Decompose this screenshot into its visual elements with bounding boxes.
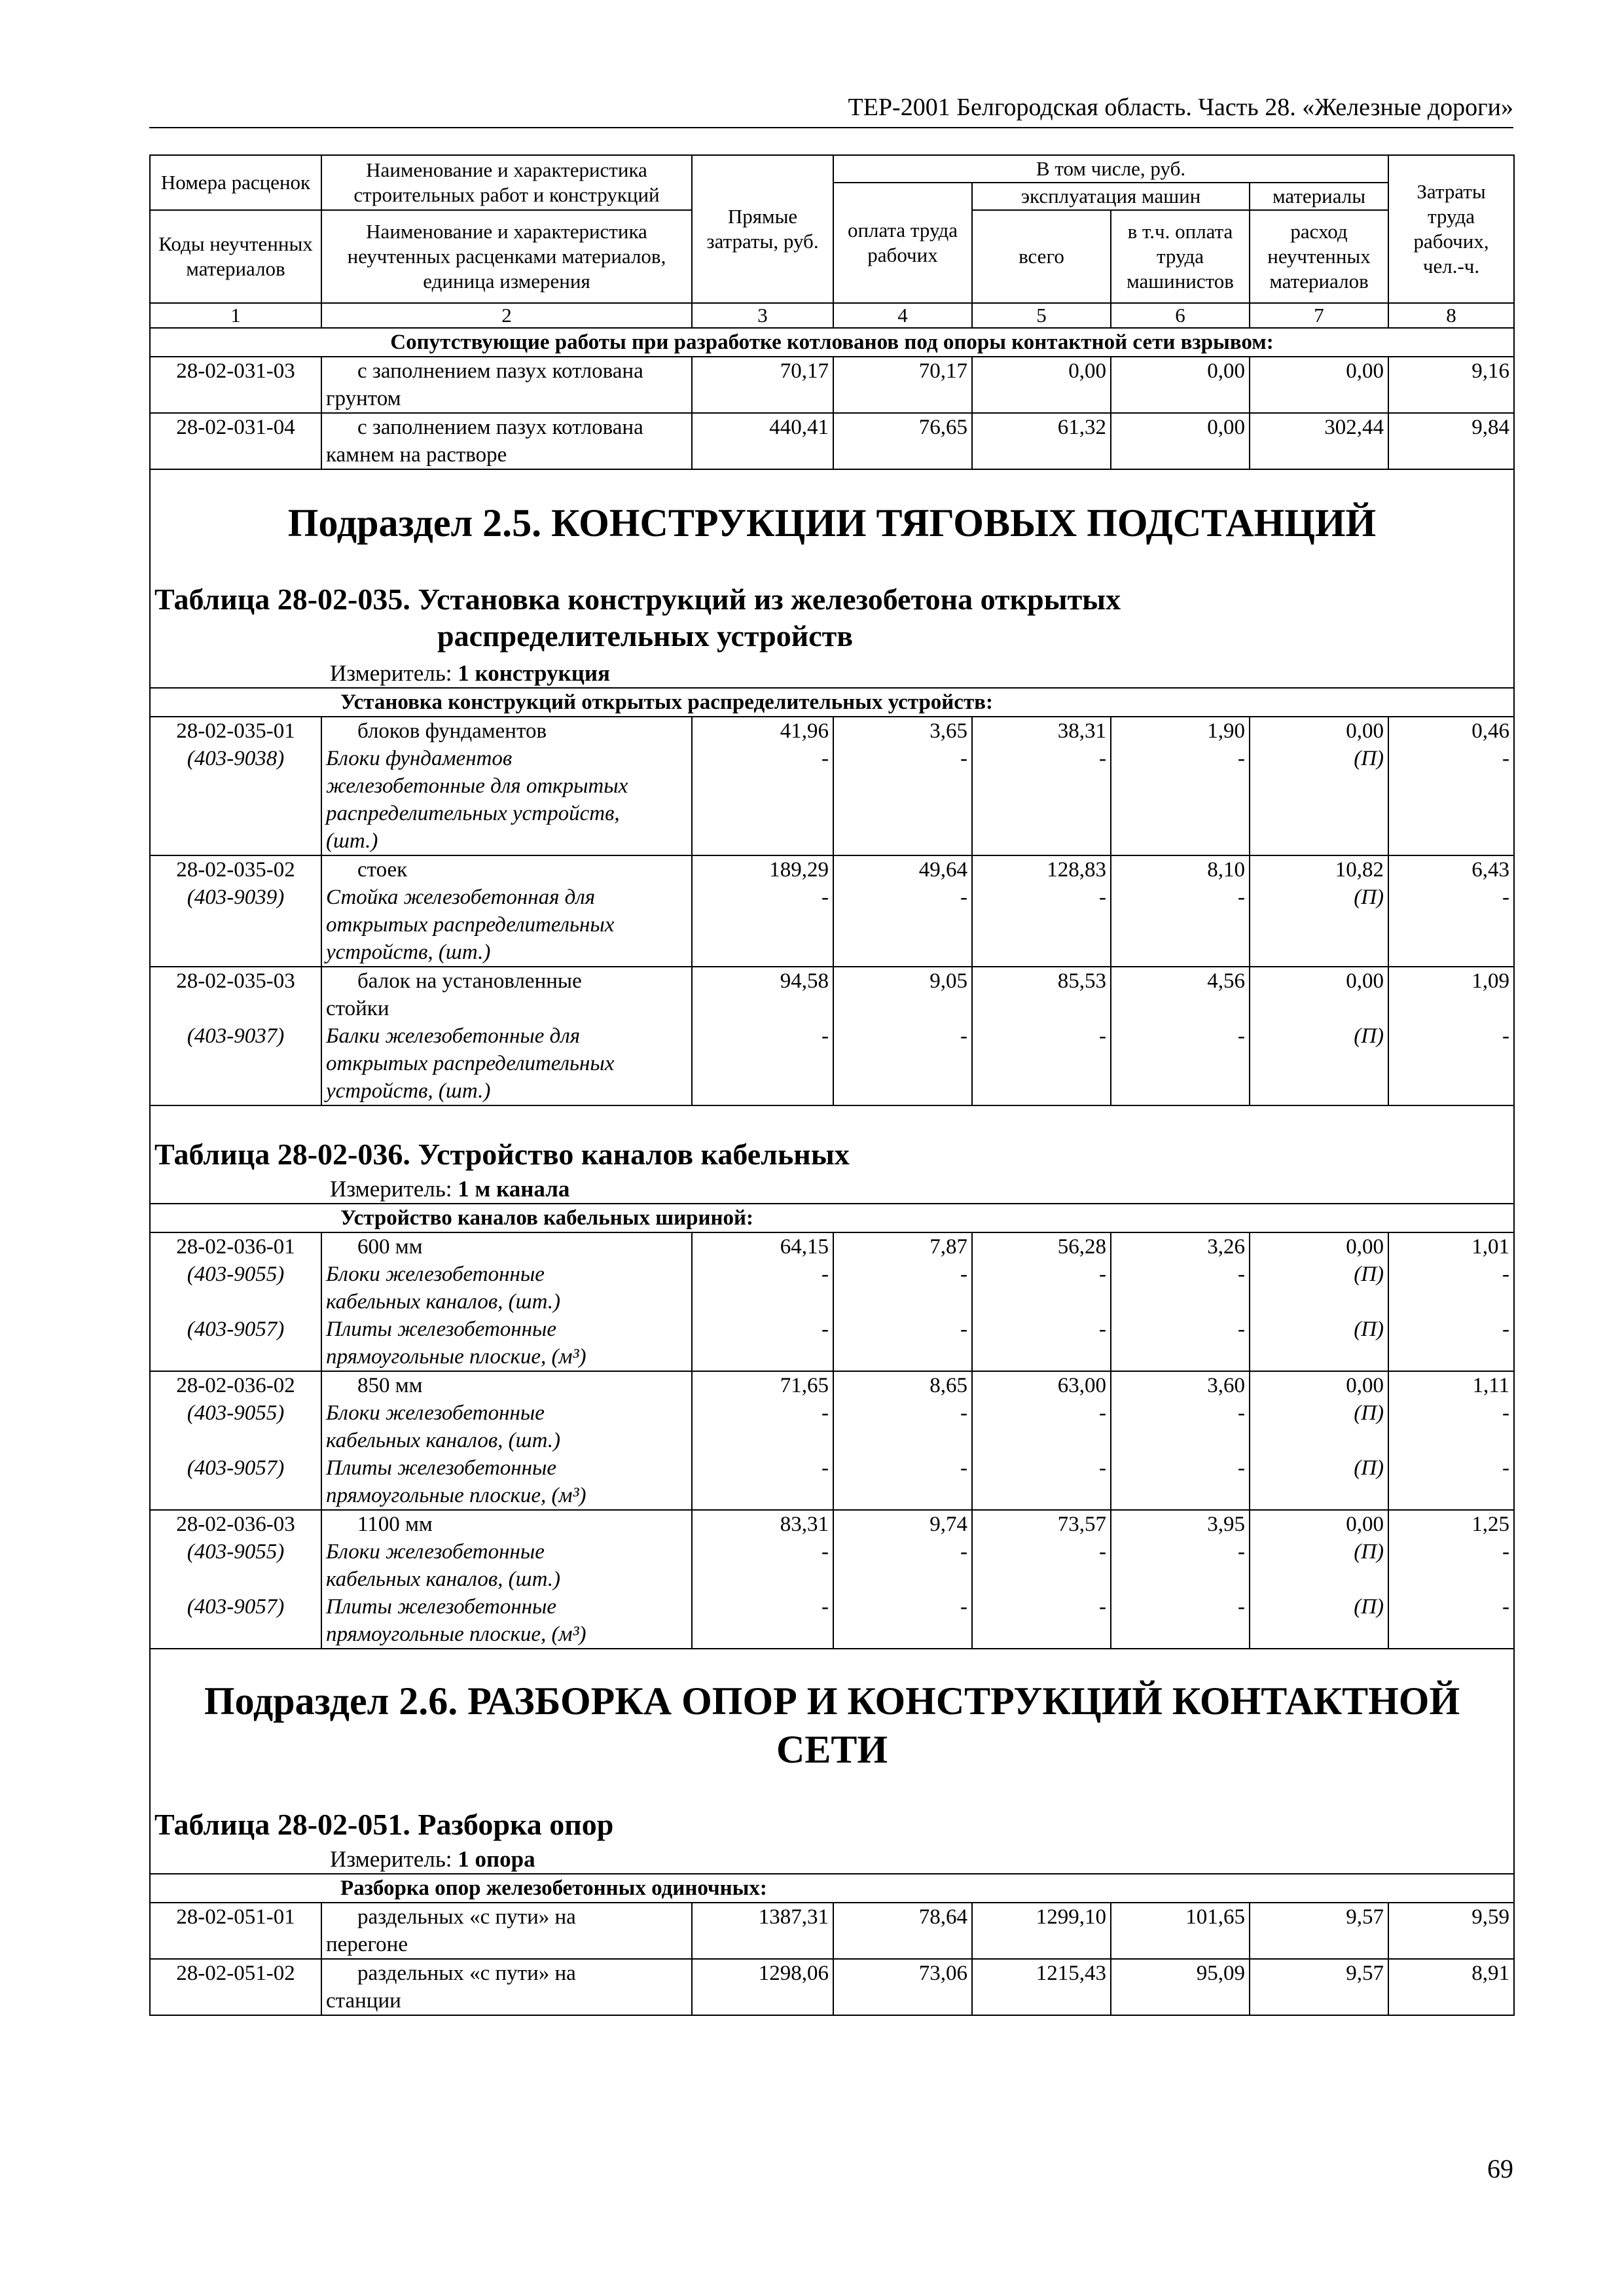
value-cell: 440,41: [692, 413, 833, 469]
measure-unit: Измеритель: 1 конструкция: [330, 660, 610, 686]
table-row: [150, 855, 1514, 967]
section-title: Подраздел 2.6. РАЗБОРКА ОПОР И КОНСТРУКЦИЙ КОНТАКТНОЙ: [204, 1679, 1460, 1723]
value-cell: 9,57: [1250, 1959, 1388, 2015]
hdr-machines: эксплуатация машин: [972, 183, 1250, 210]
value-cell: 95,09: [1111, 1959, 1250, 2015]
value-cell: 8,91: [1388, 1959, 1514, 2015]
value-cell: 70,17: [833, 357, 972, 413]
hdr-materials: материалы: [1250, 183, 1388, 210]
value-cell: 71,65 - -: [692, 1371, 833, 1510]
value-cell: 3,65 -: [833, 717, 972, 855]
page-number: 69: [1487, 2154, 1513, 2183]
measure-unit: Измеритель: 1 м канала: [330, 1176, 570, 1202]
value-cell: 0,00 (П): [1250, 717, 1388, 855]
work-name: раздельных «с пути» на станции: [321, 1959, 692, 2015]
value-cell: 8,65 - -: [833, 1371, 972, 1510]
value-cell: 0,00 (П): [1250, 967, 1388, 1105]
value-cell: 0,00: [1250, 357, 1388, 413]
table-row: [150, 1510, 1514, 1649]
hdr-material-names: Наименование и характеристика неучтенных расценками материалов, единица измерения: [321, 210, 692, 303]
value-cell: 83,31 - -: [692, 1510, 833, 1649]
header-rule: [149, 127, 1513, 128]
col-num: 6: [1111, 303, 1250, 328]
col-num: 8: [1388, 303, 1514, 328]
measure-unit: Измеритель: 1 опора: [330, 1846, 535, 1872]
value-cell: 76,65: [833, 413, 972, 469]
hdr-materials-consumption: расход неучтенных материалов: [1250, 210, 1388, 303]
table-row: [150, 1959, 1514, 2015]
table-row: [150, 413, 1514, 469]
table-title-cont: распределительных устройств: [437, 619, 854, 653]
section-title-cont: СЕТИ: [776, 1728, 888, 1771]
rate-code-cell: 28-02-036-03 (403-9055) (403-9057): [150, 1510, 321, 1649]
work-name: блоков фундаментов Блоки фундаментов железобетонные для открытых распределительных устройств, (шт.): [321, 717, 692, 855]
value-cell: 3,26 - -: [1111, 1232, 1250, 1371]
value-cell: 9,16: [1388, 357, 1514, 413]
value-cell: 10,82 (П): [1250, 855, 1388, 967]
value-cell: 9,84: [1388, 413, 1514, 469]
value-cell: 1,01 - -: [1388, 1232, 1514, 1371]
value-cell: 0,46 -: [1388, 717, 1514, 855]
group-heading: Устройство каналов кабельных шириной:: [150, 1204, 1514, 1232]
value-cell: 70,17: [692, 357, 833, 413]
work-name: 1100 мм Блоки железобетонные кабельных каналов, (шт.) Плиты железобетонные прямоугольные плоские, (м³): [321, 1510, 692, 1649]
value-cell: 128,83 -: [972, 855, 1111, 967]
value-cell: 41,96 -: [692, 717, 833, 855]
value-cell: 9,59: [1388, 1903, 1514, 1959]
col-num: 5: [972, 303, 1111, 328]
table-title: Таблица 28-02-036. Устройство каналов кабельных: [154, 1138, 850, 1171]
group-heading: Установка конструкций открытых распределительных устройств:: [150, 688, 1514, 717]
rate-code-cell: 28-02-036-02 (403-9055) (403-9057): [150, 1371, 321, 1510]
work-name: с заполнением пазух котлована камнем на растворе: [321, 413, 692, 469]
work-name: 600 мм Блоки железобетонные кабельных каналов, (шт.) Плиты железобетонные прямоугольные плоские, (м³): [321, 1232, 692, 1371]
hdr-machines-total: всего: [972, 210, 1111, 303]
hdr-material-codes: Коды неучтенных материалов: [150, 210, 321, 303]
rate-code-cell: 28-02-035-01 (403-9038): [150, 717, 321, 855]
page-header: ТЕР-2001 Белгородская область. Часть 28. «Железные дороги»: [848, 94, 1513, 121]
value-cell: 8,10 -: [1111, 855, 1250, 967]
work-name: с заполнением пазух котлована грунтом: [321, 357, 692, 413]
table-row: [150, 1903, 1514, 1959]
table-title-block: [150, 1105, 1514, 1204]
work-name: балок на установленные стойки Балки железобетонные для открытых распределительных устройств, (шт.): [321, 967, 692, 1105]
value-cell: 1387,31: [692, 1903, 833, 1959]
hdr-direct-costs: Прямые затраты, руб.: [692, 155, 833, 303]
hdr-machinists-pay: в т.ч. оплата труда машинистов: [1111, 210, 1250, 303]
value-cell: 1,09 -: [1388, 967, 1514, 1105]
col-num: 7: [1250, 303, 1388, 328]
value-cell: 78,64: [833, 1903, 972, 1959]
value-cell: 56,28 - -: [972, 1232, 1111, 1371]
value-cell: 49,64 -: [833, 855, 972, 967]
value-cell: 73,06: [833, 1959, 972, 2015]
value-cell: 1215,43: [972, 1959, 1111, 2015]
hdr-labor-pay: оплата труда рабочих: [833, 183, 972, 303]
rate-code-cell: 28-02-035-03 (403-9037): [150, 967, 321, 1105]
value-cell: 4,56 -: [1111, 967, 1250, 1105]
value-cell: 9,57: [1250, 1903, 1388, 1959]
rate-code: 28-02-051-01: [150, 1903, 321, 1959]
hdr-labor-cost: Затраты труда рабочих, чел.-ч.: [1388, 155, 1514, 303]
col-num: 2: [321, 303, 692, 328]
table-title: Таблица 28-02-051. Разборка опор: [154, 1808, 614, 1841]
value-cell: 0,00 (П) (П): [1250, 1510, 1388, 1649]
value-cell: 85,53 -: [972, 967, 1111, 1105]
section-title: Подраздел 2.5. КОНСТРУКЦИИ ТЯГОВЫХ ПОДСТАНЦИЙ: [287, 501, 1377, 545]
table-row: [150, 967, 1514, 1105]
value-cell: 101,65: [1111, 1903, 1250, 1959]
work-name: стоек Стойка железобетонная для открытых распределительных устройств, (шт.): [321, 855, 692, 967]
value-cell: 73,57 - -: [972, 1510, 1111, 1649]
value-cell: 0,00: [972, 357, 1111, 413]
col-num: 1: [150, 303, 321, 328]
table-row: [150, 357, 1514, 413]
section-title-block: [150, 469, 1514, 688]
value-cell: 189,29 -: [692, 855, 833, 967]
value-cell: 0,00 (П) (П): [1250, 1371, 1388, 1510]
value-cell: 3,95 - -: [1111, 1510, 1250, 1649]
rate-code-cell: 28-02-035-02 (403-9039): [150, 855, 321, 967]
value-cell: 6,43 -: [1388, 855, 1514, 967]
rate-code: 28-02-031-04: [150, 413, 321, 469]
group-heading: Разборка опор железобетонных одиночных:: [150, 1874, 1514, 1903]
value-cell: 64,15 - -: [692, 1232, 833, 1371]
value-cell: 302,44: [1250, 413, 1388, 469]
rate-code: 28-02-051-02: [150, 1959, 321, 2015]
value-cell: 1,11 - -: [1388, 1371, 1514, 1510]
value-cell: 3,60 - -: [1111, 1371, 1250, 1510]
value-cell: 38,31 -: [972, 717, 1111, 855]
value-cell: 1,25 - -: [1388, 1510, 1514, 1649]
value-cell: 63,00 - -: [972, 1371, 1111, 1510]
value-cell: 1,90 -: [1111, 717, 1250, 855]
hdr-rate-numbers: Номера расценок: [150, 155, 321, 210]
value-cell: 0,00 (П) (П): [1250, 1232, 1388, 1371]
value-cell: 1299,10: [972, 1903, 1111, 1959]
rate-code: 28-02-031-03: [150, 357, 321, 413]
value-cell: 0,00: [1111, 413, 1250, 469]
value-cell: 7,87 - -: [833, 1232, 972, 1371]
hdr-work-name: Наименование и характеристика строительных работ и конструкций: [321, 155, 692, 210]
table-row: [150, 717, 1514, 855]
value-cell: 9,05 -: [833, 967, 972, 1105]
section-title-block: [150, 1649, 1514, 1874]
hdr-including: В том числе, руб.: [833, 155, 1388, 183]
work-name: 850 мм Блоки железобетонные кабельных каналов, (шт.) Плиты железобетонные прямоугольные плоские, (м³): [321, 1371, 692, 1510]
col-num: 4: [833, 303, 972, 328]
table-row: [150, 1232, 1514, 1371]
group-heading: Сопутствующие работы при разработке котлованов под опоры контактной сети взрывом:: [150, 328, 1514, 357]
value-cell: 1298,06: [692, 1959, 833, 2015]
work-name: раздельных «с пути» на перегоне: [321, 1903, 692, 1959]
value-cell: 94,58 -: [692, 967, 833, 1105]
value-cell: 0,00: [1111, 357, 1250, 413]
value-cell: 9,74 - -: [833, 1510, 972, 1649]
col-num: 3: [692, 303, 833, 328]
table-title: Таблица 28-02-035. Установка конструкций из железобетона открытых: [154, 583, 1121, 616]
value-cell: 61,32: [972, 413, 1111, 469]
rate-code-cell: 28-02-036-01 (403-9055) (403-9057): [150, 1232, 321, 1371]
rates-table: [149, 154, 1515, 2016]
table-row: [150, 1371, 1514, 1510]
